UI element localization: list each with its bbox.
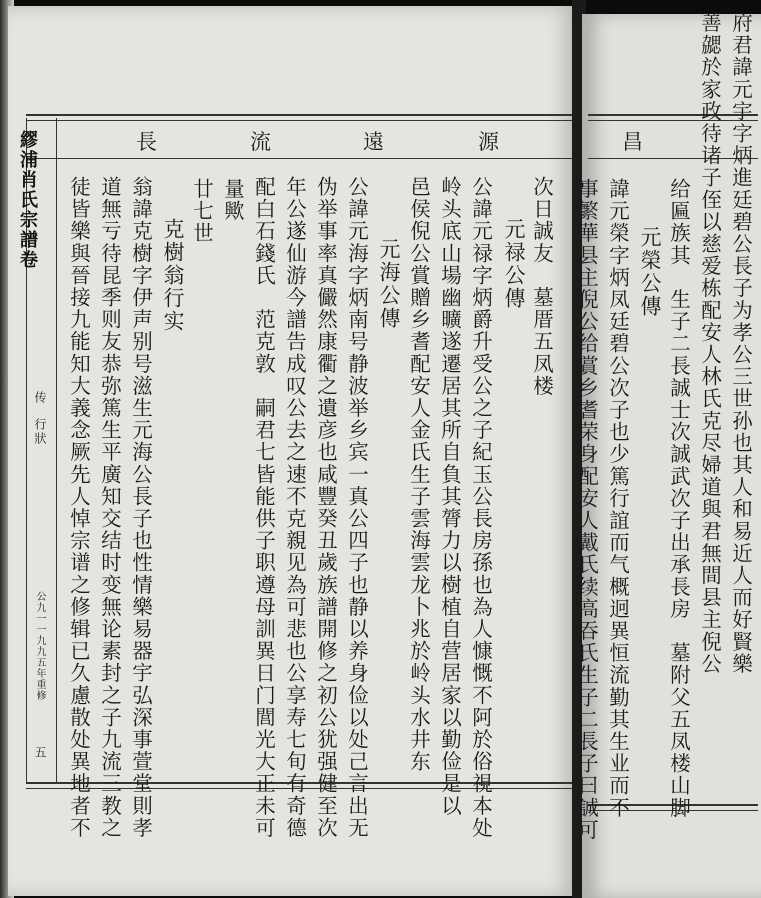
left-page <box>8 6 576 896</box>
text-column: 配白石錢氏 范克敦 嗣君七皆能供子职遵母訓異日门閭光大正未可 <box>251 176 276 839</box>
banner-char: 長 <box>136 130 157 154</box>
right-page <box>574 12 761 898</box>
text-column: 公諱元海字炳南号静波举乡宾一真公四子也静以养身俭以处己言出无 <box>344 176 369 839</box>
gutter-section: 传 <box>33 391 47 405</box>
banner-rule <box>26 158 574 163</box>
section-heading: 克樹翁行实 <box>161 218 185 333</box>
text-column: 邑侯倪公賞贈乡耆配安人金氏生子雲海雲龙卜兆於岭头水井东 <box>406 176 431 773</box>
text-column: 事繁華县主倪公给賞乡耆荣身配安人戴氏续高吞氏生子二長子曰誠可 <box>574 178 599 841</box>
banner-char: 昌 <box>622 130 643 154</box>
text-column: 量歟 <box>220 178 245 223</box>
section-heading: 元榮公傳 <box>638 226 662 318</box>
text-column: 次日誠友 墓厝五凤楼 <box>529 176 554 397</box>
spine-title: 繆浦肖氏宗譜卷 <box>17 130 38 270</box>
text-column: 道無亏待昆季则友恭弥篤生平廣知交结时变無论素封之子九流三教之 <box>97 176 122 839</box>
banner-char: 源 <box>478 130 499 154</box>
gutter-year: 公九一一九九五年重修 <box>34 591 45 701</box>
gutter-rule-inner <box>56 118 57 784</box>
gutter-page-number: 五 <box>33 746 47 760</box>
banner-char: 流 <box>250 130 271 154</box>
text-column: 年公遂仙游今譜告成叹公去之速不克親见為可悲也公享寿七旬有奇德 <box>282 176 307 839</box>
gutter-type: 行狀 <box>33 418 47 446</box>
text-column: 善勰於家政待诸子侄以慈爱栋配安人林氏克尽婦道與君無間县主倪公 <box>697 12 722 675</box>
text-column: 给匾族其 生子二長誠士次誠武次子出承長房 墓附父五凤楼山脚 <box>666 178 691 819</box>
section-heading: 元禄公傳 <box>502 218 526 310</box>
banner-char: 遠 <box>363 130 384 154</box>
generation-heading: 廿七世 <box>189 178 214 245</box>
text-column: 公諱元禄字炳爵升受公之子紀玉公長房孫也為人慷慨不阿於俗視本处 <box>468 176 493 839</box>
text-column: 徒皆樂與晉接九能知大義念厥先人悼宗谱之修辑已久慮散处異地者不 <box>66 176 91 839</box>
text-column: 翁諱克樹字伊声别号滋生元海公長子也性情樂易器宇弘深事萱堂則孝 <box>128 176 153 839</box>
section-heading: 元海公傳 <box>377 238 401 330</box>
text-column: 府君諱元宇字炳進廷碧公長子为孝公三世孙也其人和易近人而好賢樂 <box>728 12 753 675</box>
text-column: 諱元榮字炳凤廷碧公次子也少篤行誼而气概迥異恒流勤其生业而不 <box>605 178 630 819</box>
top-rule <box>26 114 574 121</box>
text-column: 岭头底山場幽曠遂遷居其所自負其膂力以樹植自营居家以勤俭是以 <box>437 176 462 817</box>
text-column: 伪举事率真儼然康衢之遺彦也咸豐癸丑歲族譜開修之初公犹强健至次 <box>313 176 338 839</box>
